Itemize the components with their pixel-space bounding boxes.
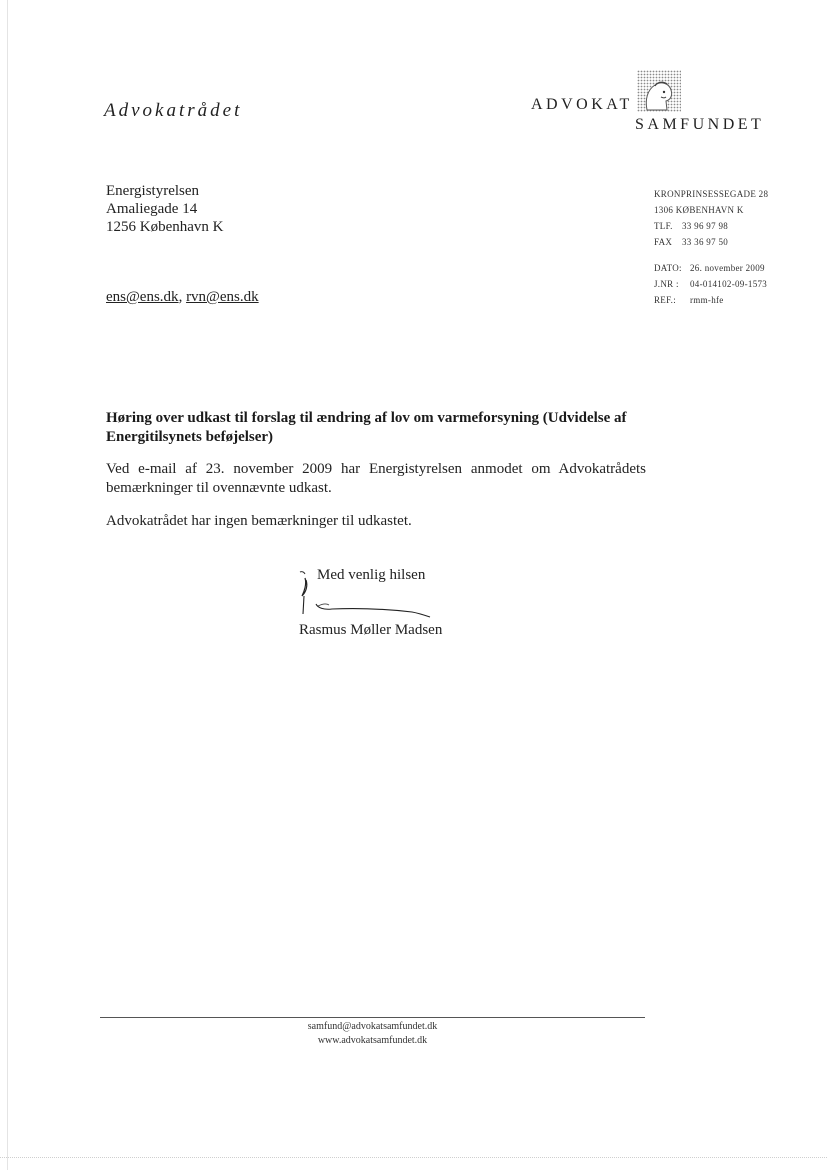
date-value: 26. november 2009 [690, 263, 765, 273]
page-bottom-edge [0, 1157, 827, 1159]
office-fax-row [654, 234, 768, 250]
fax-label: FAX [654, 237, 673, 247]
jnr-value: 04-014102-09-1573 [690, 279, 768, 289]
footer-website-link[interactable]: www.advokatsamfundet.dk [317, 1035, 428, 1046]
org-name: Advokatrådet [104, 100, 243, 121]
recipient-city: 1256 København K [106, 219, 224, 235]
office-phone-row [654, 218, 768, 234]
office-street: KRONPRINSESSEGADE 28 [654, 189, 769, 199]
date-row [654, 260, 767, 276]
sender-office-address [654, 186, 768, 250]
logo-text-advokat: ADVOKAT [531, 96, 633, 113]
body-paragraph-1: Ved e-mail af 23. november 2009 har Energistyrelsen anmodet om Advokatrådets bemærkninger til ovennævnte udkast. [106, 461, 646, 496]
recipient-address [106, 182, 223, 236]
signer-name: Rasmus Møller Madsen [299, 622, 443, 638]
ref-value: rmm-hfe [690, 295, 724, 305]
logo-emblem-icon [637, 70, 681, 112]
footer-email-link[interactable]: samfund@advokatsamfundet.dk [307, 1021, 438, 1032]
jnr-label: J.NR : [654, 279, 679, 289]
handwritten-signature [296, 566, 436, 622]
fax-number: 33 36 97 50 [682, 237, 729, 247]
body-paragraph-2: Advokatrådet har ingen bemærkninger til udkastet. [106, 513, 412, 529]
phone-label: TLF. [654, 221, 673, 231]
phone-number: 33 96 97 98 [682, 221, 729, 231]
ref-label: REF.: [654, 295, 677, 305]
logo-text-samfundet: SAMFUNDET [635, 116, 765, 133]
closing-greeting: Med venlig hilsen [317, 567, 426, 583]
page-left-edge [7, 0, 8, 1170]
jnr-row [654, 276, 767, 292]
letter-subject: Høring over udkast til forslag til ændring af lov om varmeforsyning (Udvidelse af Energitilsynets beføjelser) [106, 410, 627, 445]
recipient-street: Amaliegade 14 [106, 201, 198, 217]
recipient-email-link[interactable]: ens@ens.dk [106, 289, 179, 305]
recipient-emails [106, 289, 259, 306]
ref-row [654, 292, 767, 308]
footer-divider [100, 1017, 645, 1018]
email-separator: , [178, 289, 187, 305]
date-label: DATO: [654, 263, 682, 273]
office-city: 1306 KØBENHAVN K [654, 205, 744, 215]
recipient-name: Energistyrelsen [106, 183, 200, 199]
letter-meta [654, 260, 767, 308]
recipient-email-link[interactable]: rvn@ens.dk [186, 289, 259, 305]
